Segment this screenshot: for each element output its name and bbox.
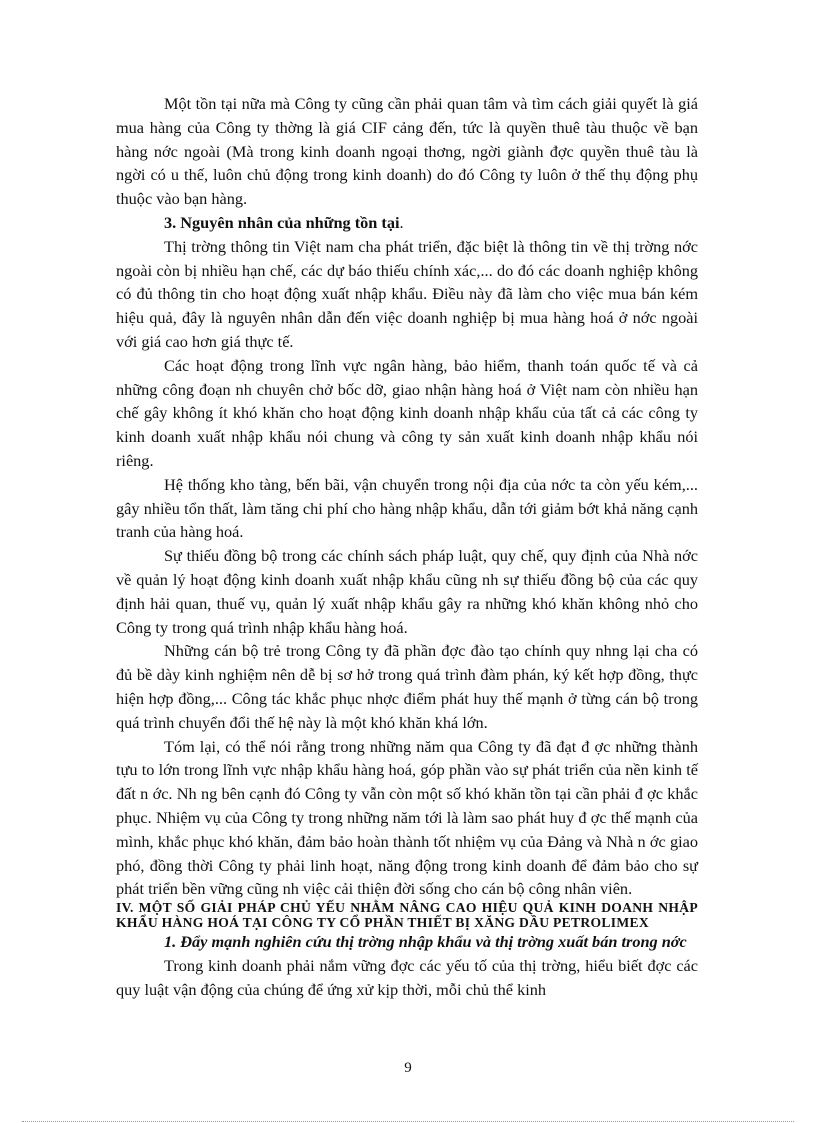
heading-causes-period: . (399, 212, 404, 232)
paragraph-market-knowledge: Trong kinh doanh phải nắm vững đợc các yếu tố của thị trờng, hiểu biết đợc các quy luật vận động của chúng để ứng xử kịp thời, mỗi chủ thể kinh (116, 955, 698, 999)
paragraph-young-staff: Những cán bộ trẻ trong Công ty đã phần đợc đào tạo chính quy nhng lại cha có đủ bề dày kinh nghiệm nên dễ bị sơ hở trong quá trình đàm phán, ký kết hợp đồng, thực hiện hợp đồng,... Công tác khắc phục nhợc điểm phát huy thế mạnh ở từng cán bộ trong quá trình chuyển đổi thế hệ này là một khó khăn khá lớn. (116, 641, 698, 732)
page-bottom-border (22, 1121, 794, 1122)
document-page (116, 92, 698, 1001)
paragraph-conclusion: Tóm lại, có thể nói rằng trong những năm qua Công ty đã đạt đ ợc những thành tựu to lớn trong lĩnh vực nhập khẩu hàng hoá, góp phần vào sự phát triển của nền kinh tế đất n ớc. Nh ng bên cạnh đó Công ty vẫn còn một số khó khăn tồn tại cần phải đ ợc khắc phục. Nhiệm vụ của Công ty trong những năm tới là làm sao phát huy đ ợc thế mạnh của mình, khắc phục khó khăn, đảm bảo hoàn thành tốt nhiệm vụ của Đảng và Nhà n ớc giao phó, đồng thời Công ty phải linh hoạt, năng động trong kinh doanh để đảm bảo cho sự phát triển bền vững cũng nh việc cải thiện đời sống cho cán bộ công nhân viên. (116, 736, 698, 899)
page-number: 9 (404, 1060, 412, 1076)
paragraph-banking-insurance: Các hoạt động trong lĩnh vực ngân hàng, bảo hiểm, thanh toán quốc tế và cả những công đoạn nh chuyên chở bốc dỡ, giao nhận hàng hoá ở Việt nam còn nhiều hạn chế gây không ít khó khăn cho hoạt động kinh doanh nhập khẩu của tất cả các công ty kinh doanh xuất nhập khẩu nói chung và công ty sản xuất kinh doanh nhập khẩu nói riêng. (116, 355, 698, 470)
subheading-market-research: 1. Đẩy mạnh nghiên cứu thị trờng nhập khẩu và thị trờng xuất bán trong nớc (164, 932, 687, 952)
paragraph-price-issue: Một tồn tại nữa mà Công ty cũng cần phải quan tâm và tìm cách giải quyết là giá mua hàng của Công ty thờng là giá CIF cảng đến, tức là quyền thuê tàu thuộc về bạn hàng nớc ngoài (Mà trong kinh doanh ngoại thơng, ngời giành đợc quyền thuê tàu là ngời có u thế, luôn chủ động trong kinh doanh) do đó Công ty luôn ở thế thụ động phụ thuộc vào bạn hàng. (116, 94, 698, 209)
heading-causes-text: 3. Nguyên nhân của những tồn tại (164, 212, 400, 232)
paragraph-warehouse-transport: Hệ thống kho tàng, bến bãi, vận chuyển trong nội địa của nớc ta còn yếu kém,... gây nhiều tổn thất, làm tăng chi phí cho hàng nhập khẩu, dẫn tới giảm bớt khả năng cạnh tranh của hàng hoá. (116, 474, 698, 542)
section-heading-solutions: IV. MỘT SỐ GIẢI PHÁP CHỦ YẾU NHẰM NÂNG CAO HIỆU QUẢ KINH DOANH NHẬP KHẨU HÀNG HOÁ TẠI CÔNG TY CỔ PHẦN THIẾT BỊ XĂNG DẦU PETROLIMEX (116, 900, 698, 930)
paragraph-information-market: Thị trờng thông tin Việt nam cha phát triển, đặc biệt là thông tin về thị trờng nớc ngoài còn bị nhiều hạn chế, các dự báo thiếu chính xác,... do đó các doanh nghiệp không có đủ thông tin cho hoạt động xuất nhập khẩu. Điều này đã làm cho việc mua bán kém hiệu quả, đây là nguyên nhân dẫn đến việc doanh nghiệp bị mua hàng hoá ở nớc ngoài với giá cao hơn giá thực tế. (116, 236, 698, 351)
paragraph-policy-inconsistency: Sự thiếu đồng bộ trong các chính sách pháp luật, quy chế, quy định của Nhà nớc về quản lý hoạt động kinh doanh xuất nhập khẩu cũng nh sự thiếu đồng bộ của các quy định hải quan, thuế vụ, quản lý xuất nhập khẩu gây ra những khó khăn không nhỏ cho Công ty trong quá trình nhập khẩu hàng hoá. (116, 546, 698, 637)
heading-causes (116, 211, 698, 235)
